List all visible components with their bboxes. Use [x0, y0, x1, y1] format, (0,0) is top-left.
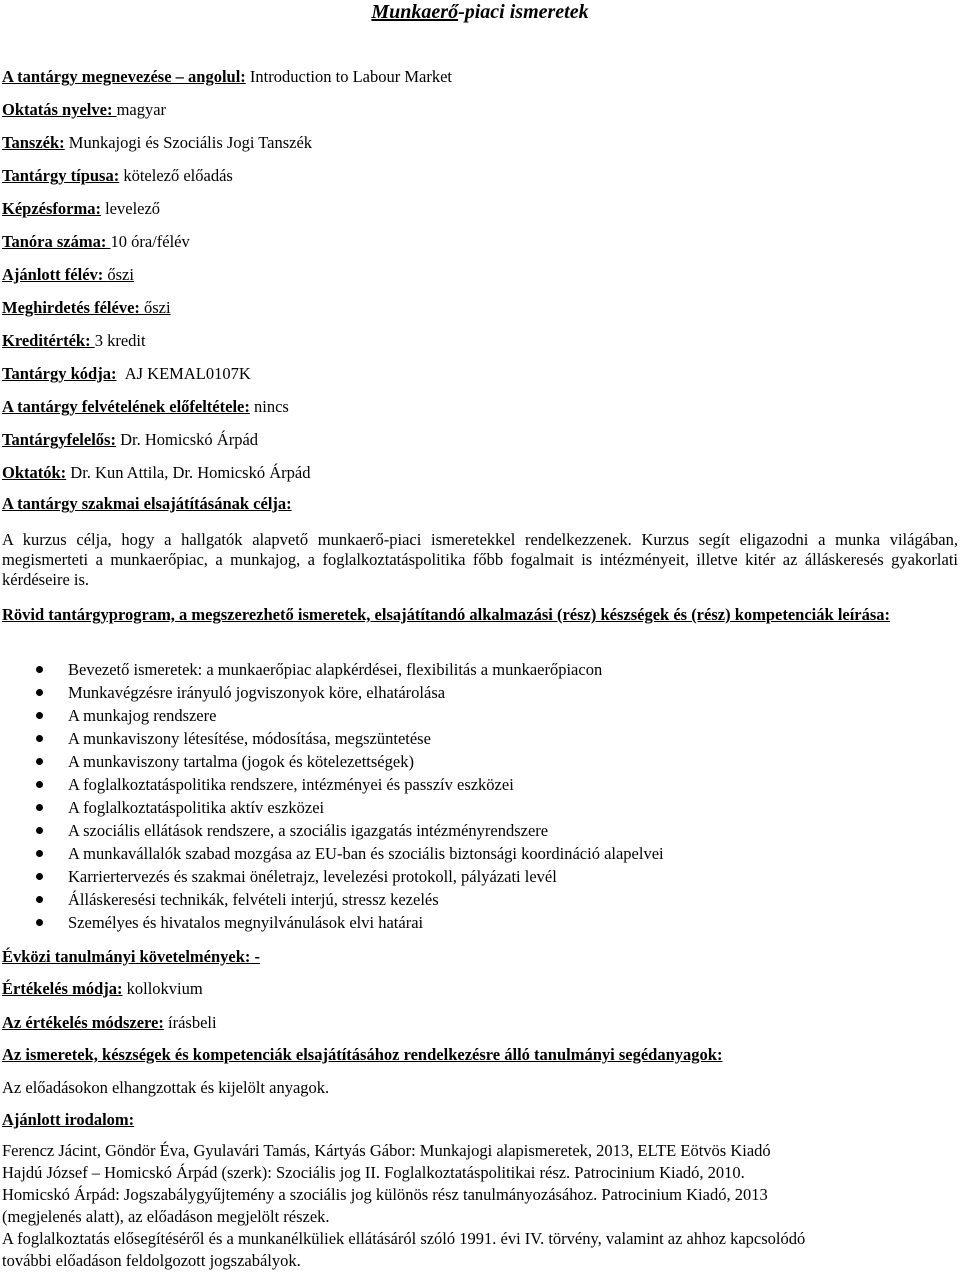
- field-english-name: [2, 66, 452, 87]
- bullet-icon: [36, 896, 43, 903]
- field-class-hours: [2, 231, 190, 252]
- field-value: őszi: [107, 265, 134, 284]
- list-item: [0, 796, 664, 819]
- list-item: [0, 842, 664, 865]
- literature-line: további előadáson feldolgozott jogszabályok.: [2, 1251, 301, 1270]
- field-recommended-semester: [2, 264, 134, 285]
- field-value: 10 óra/félév: [110, 232, 190, 251]
- field-announced-semester: [2, 297, 171, 318]
- requirements-line: [2, 946, 260, 967]
- bullet-icon: [36, 689, 43, 696]
- method-label: Az értékelés módszere:: [2, 1013, 164, 1032]
- field-training-form: [2, 198, 160, 219]
- aim-heading: A tantárgy szakmai elsajátításának célja:: [2, 494, 292, 513]
- field-label: Tantárgy kódja:: [2, 364, 117, 383]
- method-line: [2, 1012, 217, 1033]
- list-item-text: A munkavállalók szabad mozgása az EU-ban és szociális biztonsági koordináció alapelvei: [68, 844, 664, 863]
- list-item: [0, 658, 664, 681]
- field-value: levelező: [105, 199, 161, 218]
- method-value: írásbeli: [168, 1013, 217, 1032]
- literature-heading-text: Ajánlott irodalom:: [2, 1110, 135, 1129]
- list-item: [0, 888, 664, 911]
- list-item: [0, 819, 664, 842]
- field-label: Tantárgyfelelős:: [2, 430, 116, 449]
- bullet-icon: [36, 666, 43, 673]
- field-label: Meghirdetés féléve:: [2, 298, 145, 317]
- evaluation-label: Értékelés módja:: [2, 979, 123, 998]
- title-underlined-part: Munkaerő: [371, 1, 459, 23]
- bullet-icon: [36, 919, 43, 926]
- field-label: Ajánlott félév:: [2, 265, 108, 284]
- aim-paragraph: A kurzus célja, hogy a hallgatók alapvető munkaerő-piaci ismeretekkel rendelkezzenek. Kurzus segít eligazodni a munka világában, megismerteti a munkaerőpiac, a munkajog, a foglalkoztatáspolitika főbb fogalmait is intézményeit, illetve kitér az álláskeresés gyakorlati kérdéseire is.: [2, 530, 958, 589]
- bullet-icon: [36, 712, 43, 719]
- field-prerequisite: [2, 396, 289, 417]
- literature-list: [2, 1140, 958, 1272]
- literature-line: Homicskó Árpád: Jogszabálygyűjtemény a szociális jog különös rész tanulmányozásához. Patrocinium Kiadó, 2013: [2, 1185, 768, 1204]
- field-value: 3 kredit: [94, 331, 146, 350]
- list-item-text: Munkavégzésre irányuló jogviszonyok köre, elhatárolása: [68, 683, 446, 702]
- bullet-icon: [36, 781, 43, 788]
- literature-line: A foglalkoztatás elősegítéséről és a munkanélküliek ellátásáról szóló 1991. évi IV. törvény, valamint az ahhoz kapcsolódó: [2, 1229, 806, 1248]
- field-value: AJ KEMAL0107K: [124, 364, 251, 383]
- list-item: [0, 681, 664, 704]
- field-label: Tantárgy típusa:: [2, 166, 120, 185]
- field-value: nincs: [253, 397, 289, 416]
- evaluation-line: [2, 978, 203, 999]
- field-department: [2, 132, 312, 153]
- list-item-text: A munkaviszony tartalma (jogok és kötelezettségek): [68, 752, 414, 771]
- list-item-text: A foglalkoztatáspolitika aktív eszközei: [68, 798, 325, 817]
- field-value: magyar: [116, 100, 167, 119]
- program-list: [0, 658, 664, 934]
- field-value: Dr. Kun Attila, Dr. Homicskó Árpád: [70, 463, 311, 482]
- field-course-type: [2, 165, 233, 186]
- field-value: Munkajogi és Szociális Jogi Tanszék: [68, 133, 313, 152]
- field-responsible: [2, 429, 258, 450]
- evaluation-value: kollokvium: [126, 979, 203, 998]
- list-item-text: Személyes és hivatalos megnyilvánulások elvi határai: [68, 913, 424, 932]
- field-teachers: [2, 462, 310, 483]
- requirements-label: Évközi tanulmányi követelmények: -: [2, 947, 261, 966]
- field-value: Introduction to Labour Market: [249, 67, 452, 86]
- list-item-text: A foglalkoztatáspolitika rendszere, intézményei és passzív eszközei: [68, 775, 514, 794]
- bullet-icon: [36, 827, 43, 834]
- field-label: Kreditérték:: [2, 331, 95, 350]
- bullet-icon: [36, 758, 43, 765]
- bullet-icon: [36, 873, 43, 880]
- literature-line: Hajdú József – Homicskó Árpád (szerk): Szociális jog II. Foglalkoztatáspolitikai rész. Patrocinium Kiadó, 2010.: [2, 1163, 745, 1182]
- literature-line: (megjelenés alatt), az előadáson megjelölt részek.: [2, 1207, 330, 1226]
- field-label: Oktatás nyelve:: [2, 100, 117, 119]
- field-value: Dr. Homicskó Árpád: [120, 430, 259, 449]
- document-title: [0, 0, 960, 24]
- literature-heading: [2, 1109, 134, 1130]
- list-item-text: Álláskeresési technikák, felvételi interjú, stressz kezelés: [68, 890, 439, 909]
- field-label: Tanszék:: [2, 133, 65, 152]
- program-heading: Rövid tantárgyprogram, a megszerezhető ismeretek, elsajátítandó alkalmazási (rész) készségek és (rész) kompetenciák leírása:: [2, 605, 891, 624]
- list-item-text: Karriertervezés és szakmai önéletrajz, levelezési protokoll, pályázati levél: [68, 867, 557, 886]
- list-item: [0, 750, 664, 773]
- field-course-code: [2, 363, 251, 384]
- field-label: A tantárgy felvételének előfeltétele:: [2, 397, 250, 416]
- title-rest: -piaci ismeretek: [458, 1, 589, 23]
- literature-line: Ferencz Jácint, Göndör Éva, Gyulavári Tamás, Kártyás Gábor: Munkajogi alapismeretek, 2013, ELTE Eötvös Kiadó: [2, 1141, 771, 1160]
- list-item-text: Bevezető ismeretek: a munkaerőpiac alapkérdései, flexibilitás a munkaerőpiacon: [68, 660, 603, 679]
- field-value: őszi: [144, 298, 171, 317]
- materials-heading-text: Az ismeretek, készségek és kompetenciák elsajátításához rendelkezésre álló tanulmányi segédanyagok:: [2, 1045, 723, 1064]
- field-language: [2, 99, 166, 120]
- field-label: A tantárgy megnevezése – angolul:: [2, 67, 246, 86]
- field-label: Oktatók:: [2, 463, 67, 482]
- list-item: [0, 773, 664, 796]
- bullet-icon: [36, 804, 43, 811]
- list-item-text: A szociális ellátások rendszere, a szociális igazgatás intézményrendszere: [68, 821, 549, 840]
- field-label: Tanóra száma:: [2, 232, 111, 251]
- list-item: [0, 727, 664, 750]
- list-item-text: A munkajog rendszere: [68, 706, 217, 725]
- field-credit: [2, 330, 146, 351]
- bullet-icon: [36, 850, 43, 857]
- list-item: [0, 911, 664, 934]
- materials-text: Az előadásokon elhangzottak és kijelölt anyagok.: [2, 1078, 330, 1097]
- bullet-icon: [36, 735, 43, 742]
- field-value: kötelező előadás: [123, 166, 233, 185]
- list-item: [0, 704, 664, 727]
- list-item: [0, 865, 664, 888]
- materials-heading: [2, 1044, 722, 1065]
- list-item-text: A munkaviszony létesítése, módosítása, megszüntetése: [68, 729, 431, 748]
- field-label: Képzésforma:: [2, 199, 101, 218]
